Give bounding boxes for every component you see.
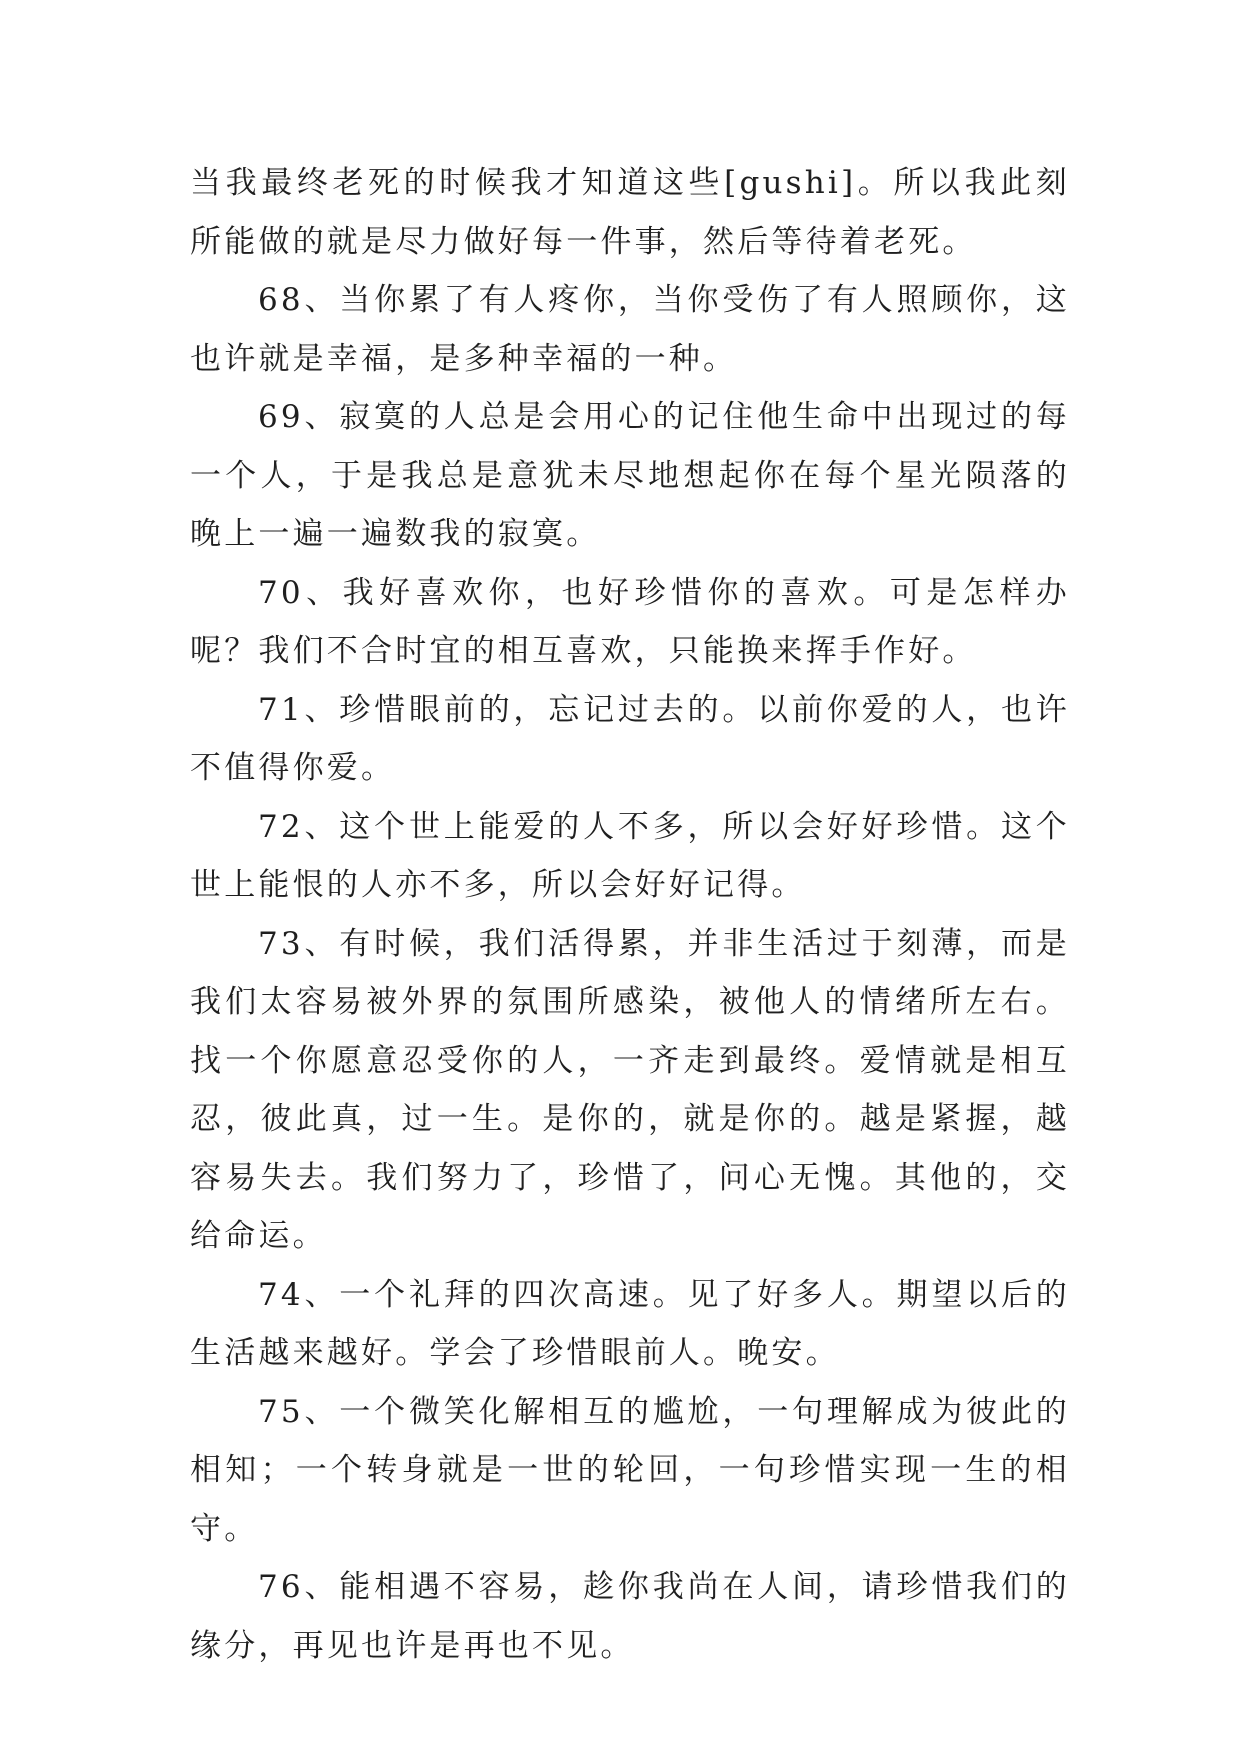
paragraph-continuation: 当我最终老死的时候我才知道这些[gushi]。所以我此刻所能做的就是尽力做好每一件事，然后等待着老死。: [190, 165, 1070, 260]
paragraph-68: 68、当你累了有人疼你，当你受伤了有人照顾你，这也许就是幸福，是多种幸福的一种。: [190, 282, 1070, 377]
paragraph-75: 75、一个微笑化解相互的尴尬，一句理解成为彼此的相知；一个转身就是一世的轮回，一句珍惜实现一生的相守。: [190, 1393, 1070, 1547]
document-body: [190, 154, 1070, 1675]
paragraph-73: 73、有时候，我们活得累，并非生活过于刻薄，而是我们太容易被外界的氛围所感染，被他人的情绪所左右。找一个你愿意忍受你的人，一齐走到最终。爱情就是相互忍，彼此真，过一生。是你的，就是你的。越是紧握，越容易失去。我们努力了，珍惜了，问心无愧。其他的，交给命运。: [190, 925, 1070, 1254]
paragraph-72: 72、这个世上能爱的人不多，所以会好好珍惜。这个世上能恨的人亦不多，所以会好好记得。: [190, 808, 1070, 903]
paragraph-71: 71、珍惜眼前的，忘记过去的。以前你爱的人，也许不值得你爱。: [190, 691, 1070, 786]
paragraph-69: 69、寂寞的人总是会用心的记住他生命中出现过的每一个人，于是我总是意犹未尽地想起你在每个星光陨落的晚上一遍一遍数我的寂寞。: [190, 399, 1070, 552]
paragraph-70: 70、我好喜欢你，也好珍惜你的喜欢。可是怎样办呢？我们不合时宜的相互喜欢，只能换来挥手作好。: [190, 574, 1070, 669]
paragraph-74: 74、一个礼拜的四次高速。见了好多人。期望以后的生活越来越好。学会了珍惜眼前人。晚安。: [190, 1276, 1070, 1371]
paragraph-76: 76、能相遇不容易，趁你我尚在人间，请珍惜我们的缘分，再见也许是再也不见。: [190, 1569, 1070, 1664]
